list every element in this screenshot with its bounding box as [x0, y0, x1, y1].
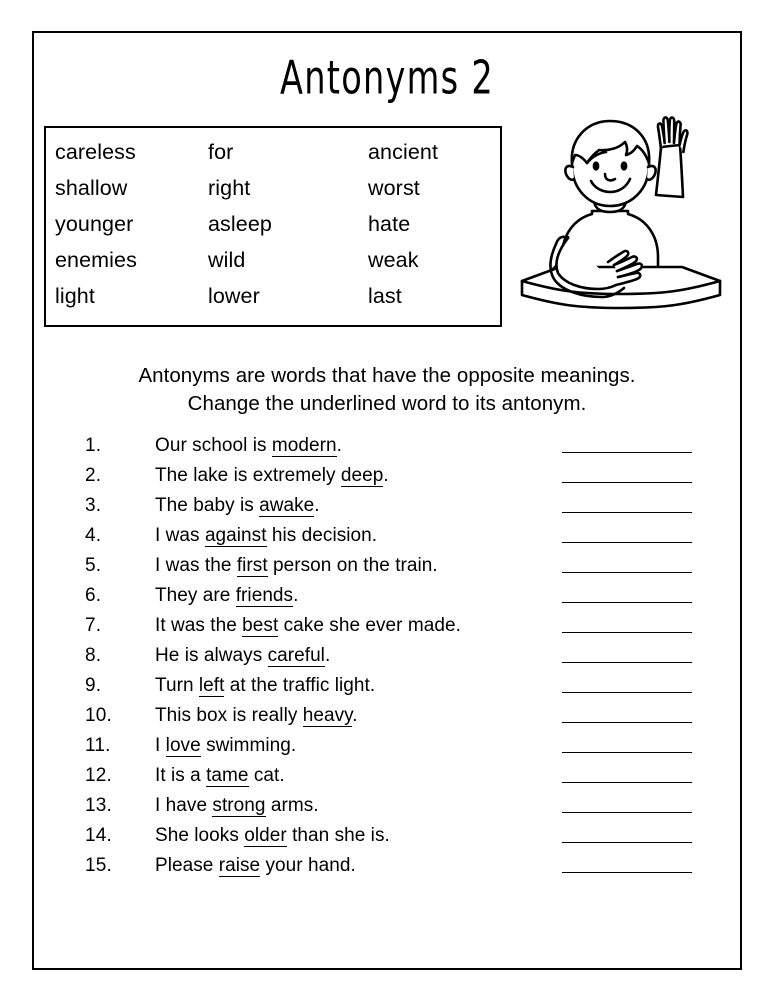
underlined-target-word: awake — [259, 495, 315, 516]
sentence-prefix: It is a — [155, 765, 207, 786]
question-number: 15. — [85, 855, 113, 876]
word-bank-word: wild — [208, 248, 246, 272]
question-number: 5. — [85, 555, 102, 576]
answer-blank-line[interactable] — [562, 512, 692, 513]
question-sentence — [155, 701, 358, 731]
word-bank-word: enemies — [55, 248, 137, 272]
question-row — [34, 851, 740, 881]
word-bank-word: shallow — [55, 176, 128, 200]
sentence-suffix: . — [324, 645, 331, 666]
question-sentence — [155, 671, 375, 701]
underlined-target-word: first — [236, 555, 268, 576]
answer-blank-line[interactable] — [562, 752, 692, 753]
question-number: 7. — [85, 615, 102, 636]
word-bank-grid — [55, 134, 496, 314]
underlined-target-word: love — [165, 735, 201, 756]
sentence-prefix: This box is really — [155, 705, 303, 726]
question-sentence — [155, 461, 389, 491]
sentence-suffix: your hand. — [260, 855, 356, 876]
word-bank-box — [44, 126, 502, 327]
question-number: 10. — [85, 705, 113, 726]
word-bank-word: weak — [368, 248, 419, 272]
underlined-target-word: older — [244, 825, 287, 846]
sentence-prefix: The baby is — [155, 495, 260, 516]
sentence-suffix: his decision. — [266, 525, 378, 546]
sentence-prefix: They are — [155, 585, 236, 606]
word-bank-word: light — [55, 284, 95, 308]
answer-blank-line[interactable] — [562, 812, 692, 813]
question-sentence — [155, 581, 298, 611]
sentence-prefix: He is always — [155, 645, 268, 666]
sentence-prefix: Turn — [155, 675, 199, 696]
question-row — [34, 641, 740, 671]
question-sentence — [155, 491, 320, 521]
sentence-prefix: Our school is — [155, 435, 272, 456]
instructions-block — [34, 362, 740, 418]
word-bank-word: ancient — [368, 140, 439, 164]
word-bank-word: younger — [55, 212, 134, 236]
question-number: 3. — [85, 495, 102, 516]
word-bank-word: worst — [368, 176, 420, 200]
sentence-suffix: at the traffic light. — [224, 675, 376, 696]
question-sentence — [155, 551, 438, 581]
question-row — [34, 821, 740, 851]
question-sentence — [155, 731, 296, 761]
answer-blank-line[interactable] — [562, 662, 692, 663]
worksheet-page — [32, 31, 742, 970]
instruction-line-1: Antonyms are words that have the opposite meanings. — [138, 364, 636, 387]
answer-blank-line[interactable] — [562, 602, 692, 603]
question-number: 8. — [85, 645, 102, 666]
question-number: 9. — [85, 675, 102, 696]
question-number: 4. — [85, 525, 102, 546]
instruction-line-2: Change the underlined word to its antonym. — [187, 392, 587, 415]
word-bank-word: lower — [208, 284, 260, 308]
question-list — [34, 431, 740, 881]
sentence-suffix: . — [352, 705, 358, 726]
sentence-prefix: I was — [155, 525, 205, 546]
question-sentence — [155, 611, 461, 641]
underlined-target-word: deep — [340, 465, 384, 486]
sentence-suffix: cat. — [248, 765, 285, 786]
question-row — [34, 671, 740, 701]
sentence-suffix: cake she ever made. — [278, 615, 461, 636]
question-number: 6. — [85, 585, 102, 606]
underlined-target-word: raise — [218, 855, 261, 876]
question-row — [34, 581, 740, 611]
underlined-target-word: left — [198, 675, 225, 696]
question-sentence — [155, 821, 390, 851]
question-row — [34, 551, 740, 581]
word-bank-word: right — [208, 176, 251, 200]
question-row — [34, 701, 740, 731]
answer-blank-line[interactable] — [562, 572, 692, 573]
question-row — [34, 431, 740, 461]
underlined-target-word: strong — [212, 795, 266, 816]
question-number: 13. — [85, 795, 113, 816]
page-title: Antonyms 2 — [280, 51, 494, 105]
answer-blank-line[interactable] — [562, 782, 692, 783]
word-bank-word: careless — [55, 140, 136, 164]
sentence-suffix: than she is. — [286, 825, 390, 846]
sentence-suffix: . — [314, 495, 320, 516]
question-row — [34, 611, 740, 641]
question-number: 12. — [85, 765, 113, 786]
word-bank-word: for — [208, 140, 234, 164]
question-row — [34, 461, 740, 491]
question-row — [34, 521, 740, 551]
question-sentence — [155, 851, 356, 881]
sentence-prefix: I have — [155, 795, 213, 816]
sentence-suffix: . — [336, 435, 342, 456]
sentence-suffix: . — [383, 465, 389, 486]
answer-blank-line[interactable] — [562, 722, 692, 723]
question-row — [34, 791, 740, 821]
question-row — [34, 761, 740, 791]
underlined-target-word: against — [204, 525, 267, 546]
question-sentence — [155, 791, 319, 821]
sentence-prefix: She looks — [155, 825, 245, 846]
question-row — [34, 731, 740, 761]
answer-blank-line[interactable] — [562, 872, 692, 873]
answer-blank-line[interactable] — [562, 482, 692, 483]
student-raising-hand-illustration — [506, 111, 734, 336]
underlined-target-word: heavy — [302, 705, 353, 726]
answer-blank-line[interactable] — [562, 632, 692, 633]
sentence-suffix: . — [293, 585, 299, 606]
question-sentence — [155, 431, 342, 461]
sentence-prefix: I — [155, 735, 166, 756]
question-row — [34, 491, 740, 521]
sentence-prefix: It was the — [155, 615, 243, 636]
question-sentence — [155, 761, 285, 791]
underlined-target-word: tame — [206, 765, 249, 786]
word-bank-word: asleep — [208, 212, 272, 236]
sentence-suffix: person on the train. — [267, 555, 438, 576]
underlined-target-word: modern — [271, 435, 337, 456]
answer-blank-line[interactable] — [562, 692, 692, 693]
question-sentence — [155, 521, 377, 551]
question-number: 14. — [85, 825, 113, 846]
sentence-prefix: The lake is extremely — [155, 465, 341, 486]
underlined-target-word: best — [242, 615, 279, 636]
underlined-target-word: careful — [267, 645, 325, 666]
word-bank-word: last — [368, 284, 402, 308]
answer-blank-line[interactable] — [562, 842, 692, 843]
word-bank-word: hate — [368, 212, 411, 236]
underlined-target-word: friends — [235, 585, 294, 606]
sentence-prefix: I was the — [155, 555, 237, 576]
question-number: 1. — [85, 435, 102, 456]
sentence-suffix: swimming. — [200, 735, 297, 756]
answer-blank-line[interactable] — [562, 542, 692, 543]
answer-blank-line[interactable] — [562, 452, 692, 453]
sentence-suffix: arms. — [265, 795, 319, 816]
question-number: 11. — [85, 735, 111, 756]
sentence-prefix: Please — [155, 855, 219, 876]
question-number: 2. — [85, 465, 102, 486]
question-sentence — [155, 641, 330, 671]
